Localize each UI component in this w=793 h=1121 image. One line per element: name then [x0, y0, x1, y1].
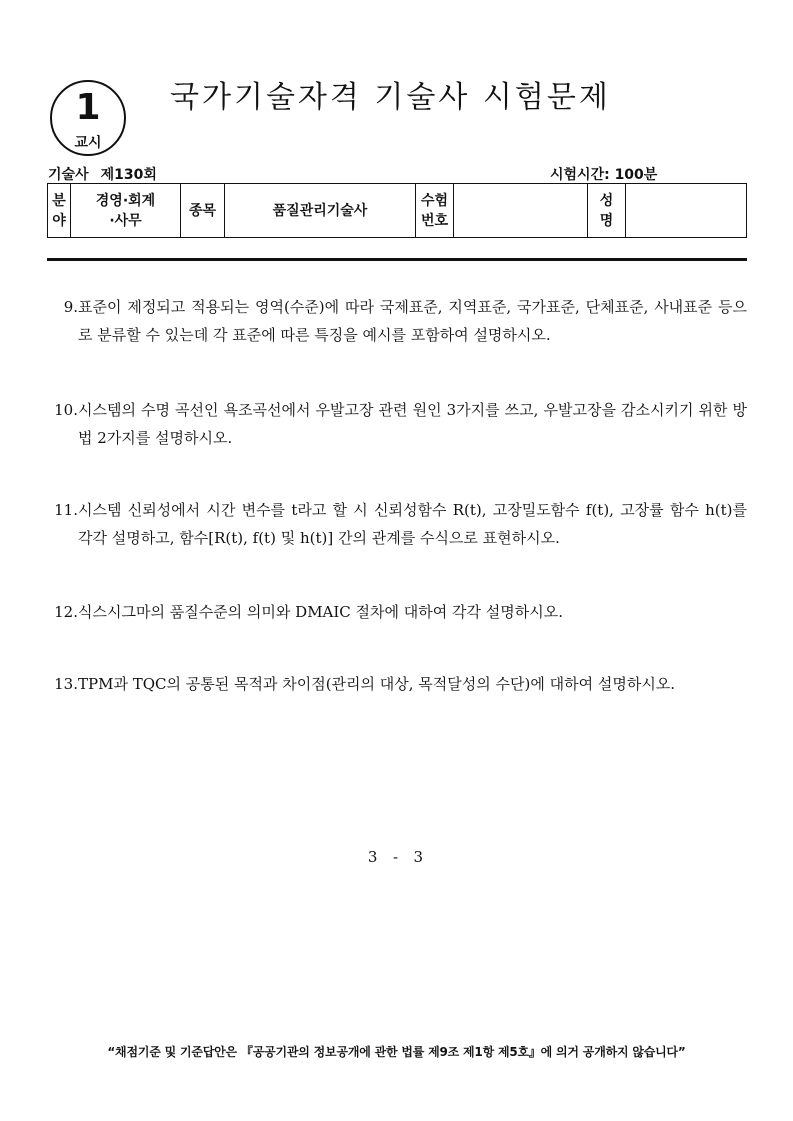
- name-label-line1: 성: [599, 192, 614, 209]
- name-field[interactable]: [626, 184, 747, 238]
- question-item: [46, 496, 747, 552]
- session-label: 교시: [74, 135, 102, 151]
- field-label-line2: 야: [52, 212, 66, 229]
- question-number: 10.: [54, 401, 78, 419]
- footer-disclaimer: “채점기준 및 기준답안은 『공공기관의 정보공개에 관한 법률 제9조 제1항 제5호』에 의거 공개하지 않습니다”: [107, 1045, 686, 1059]
- question-text: TPM과 TQC의 공통된 목적과 차이점(관리의 대상, 목적달성의 수단)에 대하여 설명하시오.: [78, 675, 676, 693]
- question-number: 9.: [63, 298, 78, 316]
- question-number: 11.: [54, 501, 78, 519]
- document-title: 국가기술자격 기술사 시험문제: [170, 80, 611, 115]
- question-item: [46, 670, 747, 698]
- field-value-line2: ·사무: [109, 212, 142, 229]
- question-text: 시스템 신뢰성에서 시간 변수를 t라고 할 시 신뢰성함수 R(t), 고장밀도함수 f(t), 고장률 함수 h(t)를 각각 설명하고, 함수[R(t), f(t) 및 h(t)] 간의 관계를 수식으로 표현하시오.: [78, 501, 747, 547]
- question-number: 13.: [54, 675, 78, 693]
- item-value-cell: 품질관리기술사: [225, 184, 416, 238]
- question-text: 시스템의 수명 곡선인 욕조곡선에서 우발고장 관련 원인 3가지를 쓰고, 우발고장을 감소시키기 위한 방법 2가지를 설명하시오.: [78, 401, 747, 447]
- field-value-cell: [71, 184, 181, 238]
- session-number: 1: [75, 87, 101, 128]
- header-divider: [47, 258, 747, 261]
- item-label-cell: 종목: [181, 184, 225, 238]
- field-label-cell: [48, 184, 71, 238]
- question-item: [46, 293, 747, 349]
- exam-number-field[interactable]: [454, 184, 588, 238]
- exam-header-table: [47, 183, 747, 238]
- question-text: 식스시그마의 품질수준의 의미와 DMAIC 절차에 대하여 각각 설명하시오.: [78, 603, 563, 621]
- exam-time: 시험시간: 100분: [550, 167, 658, 183]
- exam-number-label-line1: 수험: [420, 192, 449, 209]
- page-number: 3 - 3: [367, 848, 426, 866]
- exam-number-label-line2: 번호: [420, 212, 449, 229]
- name-label-line2: 명: [599, 212, 614, 229]
- name-label-cell: [588, 184, 626, 238]
- question-text: 표준이 제정되고 적용되는 영역(수준)에 따라 국제표준, 지역표준, 국가표준, 단체표준, 사내표준 등으로 분류할 수 있는데 각 표준에 따른 특징을 예시를 포함하여 설명하시오.: [78, 298, 747, 344]
- exam-number-label-cell: [416, 184, 454, 238]
- question-number: 12.: [54, 603, 78, 621]
- question-item: [46, 396, 747, 452]
- session-badge: [50, 80, 126, 156]
- exam-category-line: [48, 164, 157, 184]
- question-item: [46, 598, 747, 626]
- exam-round: 제130회: [100, 167, 157, 183]
- field-label-line1: 분: [52, 192, 66, 209]
- exam-category: 기술사: [48, 167, 89, 183]
- field-value-line1: 경영·회계: [95, 192, 156, 209]
